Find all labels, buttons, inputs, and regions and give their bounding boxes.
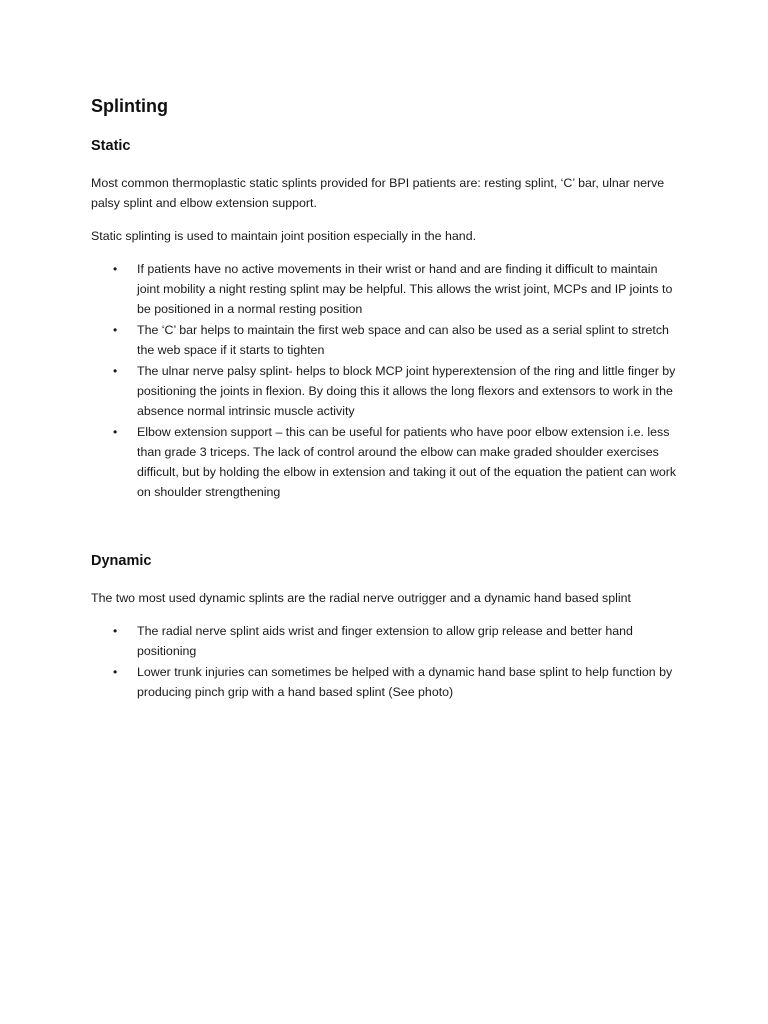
bullet-icon: •	[113, 364, 118, 378]
static-section	[91, 137, 678, 502]
list-item	[91, 621, 678, 661]
dynamic-bullet-list	[91, 621, 678, 702]
list-item-text: The radial nerve splint aids wrist and finger extension to allow grip release and better hand positioning	[137, 624, 633, 658]
list-item-text: The ‘C’ bar helps to maintain the first web space and can also be used as a serial splint to stretch the web space if it starts to tighten	[137, 323, 669, 357]
list-item-text: The ulnar nerve palsy splint- helps to block MCP joint hyperextension of the ring and little finger by positioning the joints in flexion. By doing this it allows the long flexors and extensors to work in the absence normal intrinsic muscle activity	[137, 364, 676, 418]
bullet-icon: •	[113, 425, 118, 439]
list-item	[91, 361, 678, 421]
dynamic-section	[91, 552, 678, 702]
page-title: Splinting	[91, 96, 168, 116]
static-paragraph-2: Static splinting is used to maintain joint position especially in the hand.	[91, 229, 477, 243]
bullet-icon: •	[113, 665, 118, 679]
list-item	[91, 320, 678, 360]
dynamic-heading: Dynamic	[91, 553, 152, 569]
static-heading: Static	[91, 138, 131, 154]
list-item	[91, 422, 678, 502]
list-item	[91, 662, 678, 702]
bullet-icon: •	[113, 323, 118, 337]
list-item-text: If patients have no active movements in their wrist or hand and are finding it difficult to maintain joint mobility a night resting splint may be helpful. This allows the wrist joint, MCPs and IP joints to be positioned in a normal resting position	[137, 262, 673, 316]
static-bullet-list	[91, 259, 678, 502]
bullet-icon: •	[113, 624, 118, 638]
bullet-icon: •	[113, 262, 118, 276]
dynamic-paragraph-1: The two most used dynamic splints are the radial nerve outrigger and a dynamic hand based splint	[91, 591, 631, 605]
static-paragraph-1: Most common thermoplastic static splints provided for BPI patients are: resting splint, ‘C’ bar, ulnar nerve palsy splint and elbow extension support.	[91, 176, 665, 210]
list-item	[91, 259, 678, 319]
list-item-text: Elbow extension support – this can be useful for patients who have poor elbow extension i.e. less than grade 3 triceps. The lack of control around the elbow can make graded shoulder exercises difficult, but by holding the elbow in extension and taking it out of the equation the patient can work on shoulder strengthening	[137, 425, 677, 499]
list-item-text: Lower trunk injuries can sometimes be helped with a dynamic hand base splint to help function by producing pinch grip with a hand based splint (See photo)	[137, 665, 673, 699]
